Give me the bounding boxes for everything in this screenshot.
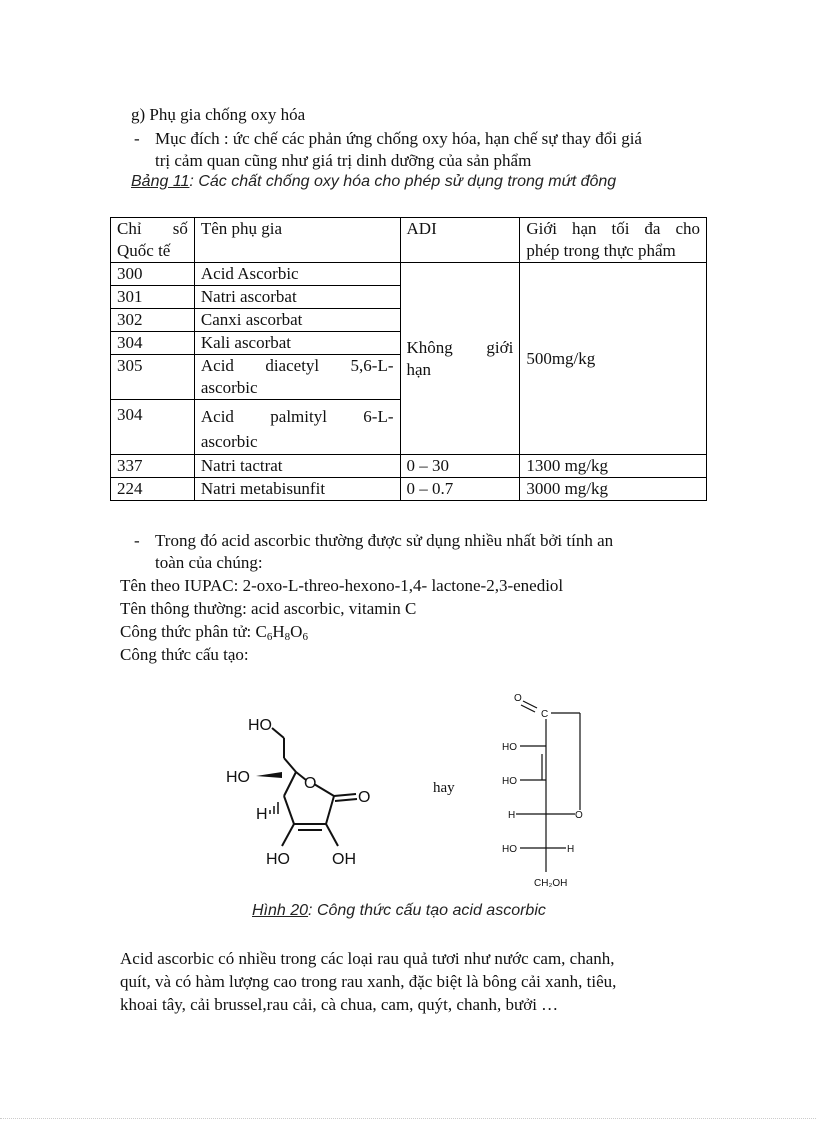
cell-name: Acid palmityl 6-L- ascorbic xyxy=(194,400,400,455)
hashed-bond xyxy=(270,802,278,814)
figure-caption xyxy=(252,902,546,920)
cell-adi: 0 – 0.7 xyxy=(400,478,520,501)
cell-code: 337 xyxy=(111,455,195,478)
label-o-ring: O xyxy=(304,775,317,792)
section-heading: g) Phụ gia chống oxy hóa xyxy=(131,105,306,124)
label-ho-bottom: HO xyxy=(266,851,290,868)
cell-name: Acid diacetyl 5,6-L- ascorbic xyxy=(194,355,400,400)
cell-name: Natri ascorbat xyxy=(194,286,400,309)
cell-code: 300 xyxy=(111,263,195,286)
cell-code: 301 xyxy=(111,286,195,309)
cell-name: Kali ascorbat xyxy=(194,332,400,355)
label-ho-top: HO xyxy=(248,717,272,734)
cell-name: Acid Ascorbic xyxy=(194,263,400,286)
label-c-top: C xyxy=(541,709,549,720)
label-o-top: O xyxy=(514,693,522,704)
bullet-mark-2: - xyxy=(134,531,140,550)
header-name: Tên phụ gia xyxy=(194,218,400,263)
ascorbic-acid-skeletal-diagram xyxy=(222,706,392,876)
label-ho-mid: HO xyxy=(226,769,250,786)
purpose-line-2: trị cảm quan cũng như giá trị dinh dưỡng của sản phẩm xyxy=(155,151,532,170)
cell-limit-merged: 500mg/kg xyxy=(520,263,707,455)
label-h-right: H xyxy=(567,844,575,855)
closing-line-1: Acid ascorbic có nhiều trong các loại rau quả tươi như nước cam, chanh, xyxy=(120,949,615,968)
cell-code: 302 xyxy=(111,309,195,332)
page-footer-divider xyxy=(0,1118,816,1119)
structure-label: Công thức cấu tạo: xyxy=(120,645,249,664)
label-o-right: O xyxy=(575,810,583,821)
antioxidant-table xyxy=(110,217,707,501)
label-ch2oh: CH₂OH xyxy=(534,878,568,889)
cell-name: Natri metabisunfit xyxy=(194,478,400,501)
cell-code: 305 xyxy=(111,355,195,400)
cell-code: 304 xyxy=(111,400,195,455)
separator-text: hay xyxy=(433,780,455,796)
cell-code: 224 xyxy=(111,478,195,501)
label-o-carbonyl: O xyxy=(358,789,371,806)
table-row xyxy=(111,478,707,501)
purpose-line-1: Mục đích : ức chế các phản ứng chống oxy hóa, hạn chế sự thay đổi giá xyxy=(155,129,642,148)
label-h: H xyxy=(256,806,268,823)
ascorbic-acid-fischer-diagram xyxy=(494,686,604,896)
wedge-bond xyxy=(256,772,282,778)
table-caption-label: Bảng 11 xyxy=(131,173,190,190)
closing-line-2: quít, và có hàm lượng cao trong rau xanh, đặc biệt là bông cải xanh, tiêu, xyxy=(120,972,617,991)
cell-name: Natri tactrat xyxy=(194,455,400,478)
table-row xyxy=(111,263,707,286)
label-oh-bottom: OH xyxy=(332,851,356,868)
usage-line-2: toàn của chúng: xyxy=(155,553,263,572)
closing-line-3: khoai tây, cải brussel,rau cải, cà chua, cam, quýt, chanh, bưởi … xyxy=(120,995,559,1014)
cell-code: 304 xyxy=(111,332,195,355)
label-ho-2: HO xyxy=(502,776,517,787)
header-adi: ADI xyxy=(400,218,520,263)
cell-adi-merged: Không giới hạn xyxy=(400,263,520,455)
common-name: Tên thông thường: acid ascorbic, vitamin C xyxy=(120,599,417,618)
label-h-left: H xyxy=(508,810,516,821)
header-code: Chỉ số Quốc tế xyxy=(111,218,195,263)
usage-line-1: Trong đó acid ascorbic thường được sử dụng nhiều nhất bởi tính an xyxy=(155,531,614,550)
label-ho-1: HO xyxy=(502,742,517,753)
label-ho-3: HO xyxy=(502,844,517,855)
table-caption xyxy=(131,173,616,191)
figure-caption-label: Hình 20 xyxy=(252,902,309,919)
bullet-mark: - xyxy=(134,129,140,148)
cell-adi: 0 – 30 xyxy=(400,455,520,478)
header-limit: Giới hạn tối đa cho phép trong thực phẩm xyxy=(520,218,707,263)
cell-limit: 3000 mg/kg xyxy=(520,478,707,501)
table-header-row xyxy=(111,218,707,263)
cell-limit: 1300 mg/kg xyxy=(520,455,707,478)
table-row xyxy=(111,455,707,478)
figure-caption-text: : Công thức cấu tạo acid ascorbic xyxy=(308,902,546,919)
table-caption-text: : Các chất chống oxy hóa cho phép sử dụng trong mứt đông xyxy=(189,173,617,190)
iupac-name: Tên theo IUPAC: 2-oxo-L-threo-hexono-1,4- lactone-2,3-enediol xyxy=(120,576,564,595)
molecular-formula: Công thức phân tử: $C_6H_8O_6$ xyxy=(120,622,308,643)
cell-name: Canxi ascorbat xyxy=(194,309,400,332)
